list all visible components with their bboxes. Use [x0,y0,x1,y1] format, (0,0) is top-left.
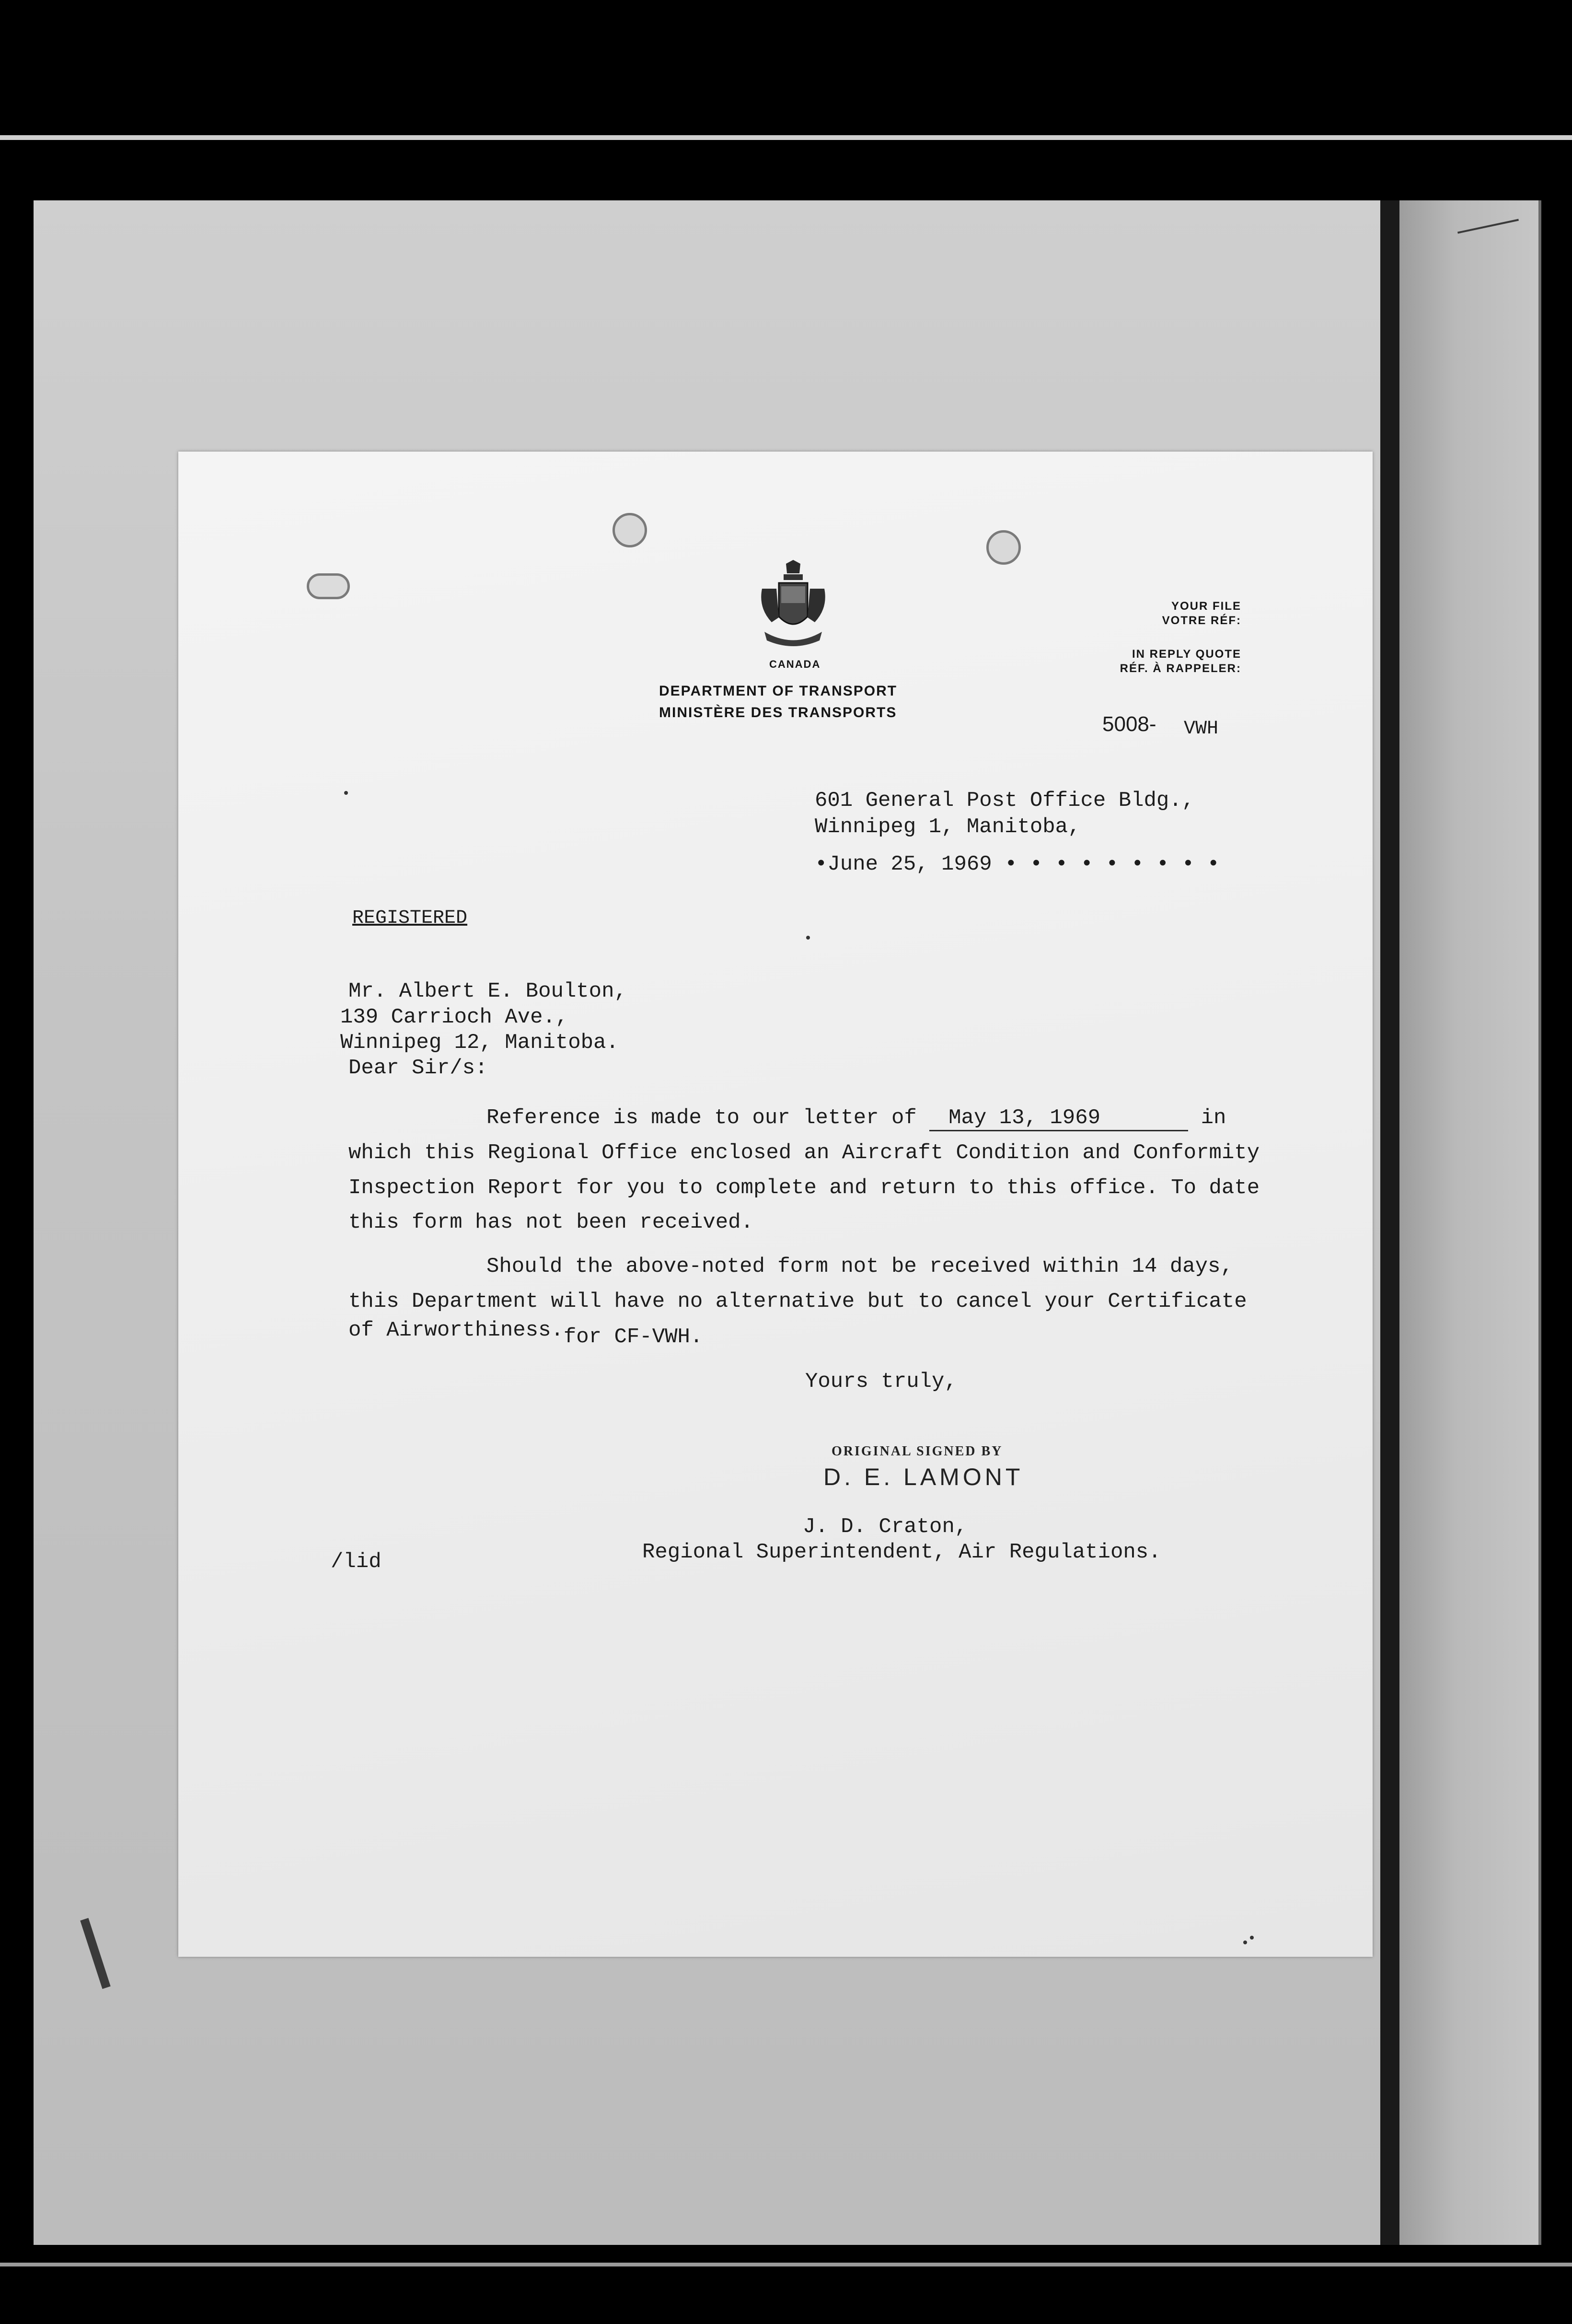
salutation: Dear Sir/s: [348,1056,488,1080]
film-frame-top-line [0,135,1572,140]
sender-address-line1: 601 General Post Office Bldg., [815,789,1195,813]
binder-edge-line [1538,200,1541,2245]
p2-line3-text: of Airworthiness [348,1318,551,1342]
department-name-en: DEPARTMENT OF TRANSPORT [659,683,898,699]
typist-initials: /lid [331,1550,381,1574]
body-paragraph1-line4: this form has not been received. [348,1210,753,1234]
your-file-en: YOUR FILE [1171,600,1241,613]
binder-edge [1399,200,1538,2245]
reply-quote-fr: RÉF. À RAPPELER: [1120,662,1241,675]
body-paragraph2-line2: this Department will have no alternative but to cancel your Certificate [348,1290,1247,1313]
recipient-city: Winnipeg 12, Manitoba. [340,1031,619,1055]
recipient-name: Mr. Albert E. Boulton, [348,979,627,1003]
letter-date-line: •June 25, 1969 • • • • • • • • • [815,852,1220,876]
your-file-label [1098,599,1241,628]
binder-shadow [1380,200,1399,2245]
signature-stamp-line1: ORIGINAL SIGNED BY [832,1444,1003,1459]
punch-hole [307,573,350,599]
closing: Yours truly, [805,1370,957,1394]
stray-mark [1250,1936,1254,1940]
country-label: CANADA [769,658,821,670]
reply-quote-label [1098,647,1241,676]
letter-date: June 25, 1969 [827,852,992,876]
punch-hole [986,530,1021,565]
your-file-fr: VOTRE RÉF: [1162,614,1241,627]
p1-in: in [1201,1106,1226,1130]
letter-sheet [178,452,1373,1957]
p1-date-field [929,1106,1188,1131]
coat-of-arms-icon [757,560,829,651]
stray-mark [1243,1941,1247,1944]
reply-quote-en: IN REPLY QUOTE [1132,648,1241,661]
stray-mark [806,936,810,940]
body-paragraph2-line3: of Airworthiness.for CF-VWH. [348,1318,703,1349]
p1-date: May 13, 1969 [948,1106,1101,1130]
signatory-name: J. D. Craton, [803,1515,968,1539]
reference-suffix: VWH [1184,718,1219,740]
body-paragraph1-line3: Inspection Report for you to complete and return to this office. To date [348,1176,1260,1200]
reference-number: 5008- [1102,712,1156,736]
sender-address-line2: Winnipeg 1, Manitoba, [815,815,1081,839]
department-name-fr: MINISTÈRE DES TRANSPORTS [659,705,897,720]
body-paragraph1-line2: which this Regional Office enclosed an Aircraft Condition and Conformity [348,1141,1260,1165]
registered-label: REGISTERED [352,907,468,929]
p2-addendum: for CF-VWH. [563,1325,703,1349]
recipient-street: 139 Carrioch Ave., [340,1005,568,1029]
p1-start: Reference is made to our letter of [486,1106,917,1130]
film-frame-bottom-line [0,2263,1572,2266]
body-paragraph2-line1: Should the above-noted form not be received within 14 days, [486,1255,1233,1278]
signatory-title: Regional Superintendent, Air Regulations. [642,1540,1161,1564]
signature-stamp-line2: D. E. LAMONT [823,1464,1024,1490]
body-paragraph1-line1 [486,1106,1226,1131]
stray-mark [344,791,348,795]
punch-hole [613,513,647,547]
